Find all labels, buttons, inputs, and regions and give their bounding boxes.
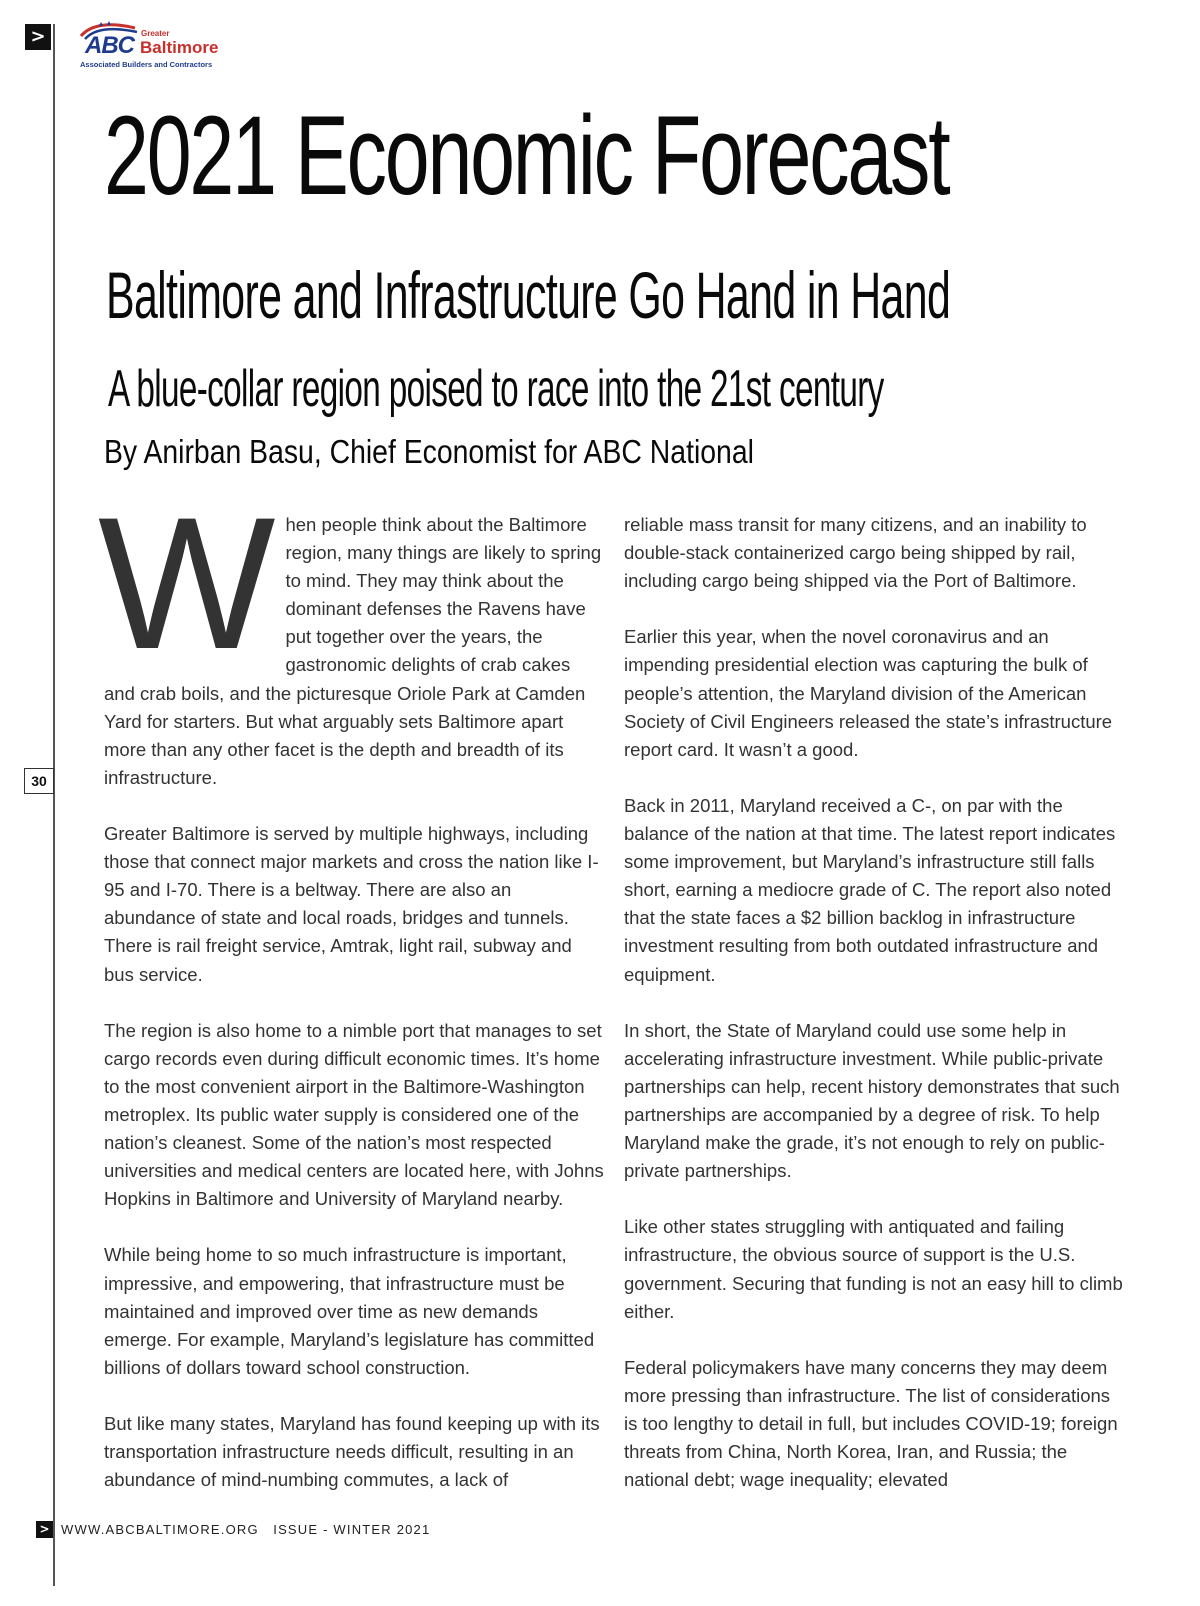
article-subtitle: Baltimore and Infrastructure Go Hand in Hand [106, 258, 951, 332]
next-page-arrow-icon[interactable]: > [25, 24, 51, 50]
logo-abc-text: ABC [85, 32, 134, 59]
article-paragraph: Greater Baltimore is served by multiple highways, including those that connect major markets and cross the nation like I-95 and I-70. There is a beltway. There are also an abundance of state and local roads, bridges and tunnels. There is rail freight service, Amtrak, light rail, subway and bus service. [104, 823, 599, 985]
abc-greater-baltimore-logo [77, 20, 257, 72]
article-paragraph: While being home to so much infrastructure is important, impressive, and empowering, that infrastructure must be maintained and improved over time as new demands emerge. For example, Maryland’s legislature has committed billions of dollars toward school construction. [104, 1244, 595, 1378]
paragraph-text: hen people think about the Baltimore region, many things are likely to spring to mind. They may think about the dominant defenses the Ravens have put together over the years, the gastronomic delights of crab cakes and crab boils, and the picturesque Oriole Park at Camden Yard for starters. But what arguably sets Baltimore apart more than any other facet is the depth and breadth of its infrastructure. [104, 514, 602, 788]
article-paragraph [98, 478, 604, 792]
article-column-right [624, 511, 1124, 1522]
article-paragraph: Like other states struggling with antiquated and failing infrastructure, the obvious source of support is the U.S. government. Securing that funding is not an easy hill to climb either. [624, 1216, 1123, 1322]
footer-text: WWW.ABCBALTIMORE.ORG ISSUE - WINTER 2021 [61, 1521, 431, 1537]
page-number: 30 [24, 768, 54, 794]
page-footer [36, 1519, 430, 1539]
drop-cap: W [98, 478, 276, 688]
article-paragraph: Federal policymakers have many concerns they may deem more pressing than infrastructure. The list of considerations is too lengthy to detail in full, but includes COVID-19; foreign threats from China, North Korea, Iran, and Russia; the national debt; wage inequality; elevated [624, 1356, 1118, 1491]
article-title: 2021 Economic Forecast [104, 93, 949, 218]
article-byline: By Anirban Basu, Chief Economist for ABC National [104, 433, 754, 470]
logo-tagline: Associated Builders and Contractors [80, 60, 213, 69]
article-deck: A blue-collar region poised to race into the 21st century [108, 360, 884, 418]
margin-rule [53, 24, 55, 1586]
article-column-left [98, 478, 604, 1522]
article-paragraph: In short, the State of Maryland could use some help in accelerating infrastructure investment. While public-private partnerships can help, recent history demonstrates that such partnerships are accompanied by a degree of risk. To help Maryland make the grade, it’s not enough to rely on public-private partnerships. [624, 1019, 1120, 1182]
article-paragraph: reliable mass transit for many citizens, and an inability to double-stack containerized cargo being shipped by rail, including cargo being shipped via the Port of Baltimore. [624, 514, 1087, 592]
logo-greater-text: Greater [141, 29, 170, 38]
logo-baltimore-text: Baltimore [140, 38, 219, 57]
article-paragraph: Earlier this year, when the novel coronavirus and an impending presidential election was capturing the bulk of people’s attention, the Maryland division of the American Society of Civil Engineers released the state’s infrastructure report card. It wasn’t a good. [624, 626, 1113, 760]
article-paragraph: But like many states, Maryland has found keeping up with its transportation infrastructure needs difficult, resulting in an abundance of mind-numbing commutes, a lack of [104, 1413, 600, 1491]
article-paragraph: Back in 2011, Maryland received a C-, on par with the balance of the nation at that time. The latest report indicates some improvement, but Maryland’s infrastructure still falls short, earning a mediocre grade of C. The report also noted that the state faces a $2 billion backlog in infrastructure investment resulting from both outdated infrastructure and equipment. [624, 794, 1116, 985]
footer-arrow-icon[interactable]: > [36, 1521, 53, 1538]
article-paragraph: The region is also home to a nimble port that manages to set cargo records even during difficult economic times. It’s home to the most convenient airport in the Baltimore-Washington metroplex. Its public water supply is considered one of the nation’s cleanest. Some of the nation’s most respected universities and medical centers are located here, with Johns Hopkins in Baltimore and University of Maryland nearby. [104, 1019, 604, 1210]
